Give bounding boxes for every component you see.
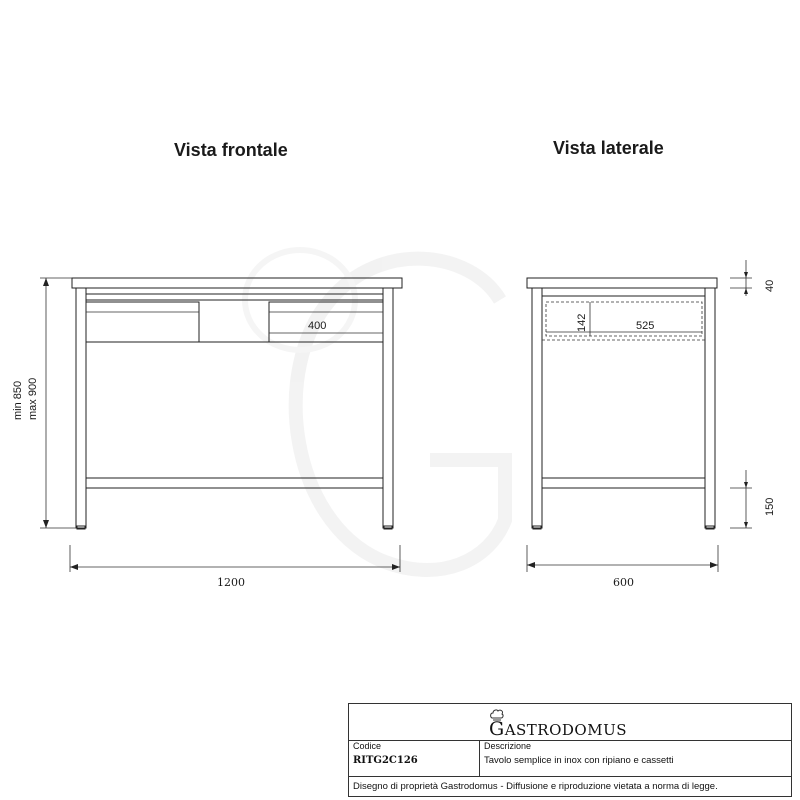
side-worktop bbox=[527, 278, 717, 288]
dim-drawer-height-label: 142 bbox=[576, 313, 588, 332]
front-view-title: Vista frontale bbox=[174, 140, 288, 160]
dim-drawer-width-label: 400 bbox=[308, 320, 327, 332]
dim-width-label: 1200 bbox=[217, 576, 245, 589]
dim-drawer-depth-label: 525 bbox=[636, 320, 655, 332]
side-drawer-hidden bbox=[546, 302, 702, 336]
dim-depth-label: 600 bbox=[613, 576, 634, 589]
brand-rest: ASTRODOMUS bbox=[504, 721, 627, 739]
code-description-row bbox=[349, 740, 791, 777]
front-shelf bbox=[86, 478, 383, 488]
code-label: Codice bbox=[353, 741, 382, 751]
dim-height-max-label: max 900 bbox=[27, 377, 39, 420]
brand-logo bbox=[489, 718, 627, 740]
side-view bbox=[527, 260, 776, 589]
dim-height-min-label: min 850 bbox=[12, 380, 24, 420]
description-value: Tavolo semplice in inox con ripiano e cassetti bbox=[484, 755, 674, 766]
description-label: Descrizione bbox=[484, 741, 532, 751]
front-leg-left bbox=[76, 288, 86, 528]
title-block bbox=[348, 703, 792, 797]
watermark-logo bbox=[245, 250, 505, 570]
front-leg-right bbox=[383, 288, 393, 528]
side-leg-left bbox=[532, 288, 542, 528]
side-shelf bbox=[542, 478, 705, 488]
side-view-title: Vista laterale bbox=[553, 138, 664, 158]
dim-shelf-height-label: 150 bbox=[764, 497, 776, 516]
copyright-footer: Disegno di proprietà Gastrodomus - Diffusione e riproduzione vietata a norma di legge. bbox=[353, 781, 718, 792]
side-leg-right bbox=[705, 288, 715, 528]
code-value: RITG2C126 bbox=[353, 755, 418, 766]
front-drawer-left bbox=[86, 302, 199, 342]
dim-top-thickness-label: 40 bbox=[764, 279, 776, 292]
brand-initial: G bbox=[489, 718, 505, 740]
brand-area bbox=[349, 704, 791, 741]
